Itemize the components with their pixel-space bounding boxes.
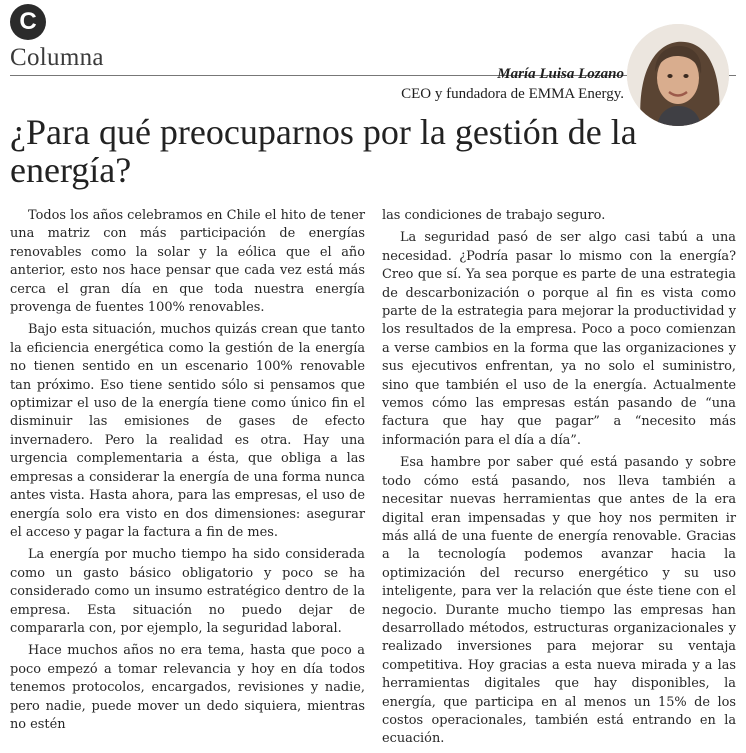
paragraph: La seguridad pasó de ser algo casi tabú a una necesidad. ¿Podría pasar lo mismo con la energía? Creo que sí. Ya sea porque es parte de una estrategia de descarbonización o porque al fin es vista como parte de la estrategia para mejorar la productividad y los resultados de la empresa. Poco a poco comienzan a verse cambios en la forma que las organizaciones y sus ejecutivos enfrentan, ya no solo el suministro, sino que también el uso de la energía. Actualmente vemos cómo las empresas están pasando de “una factura que hay que pagar” a “necesito más información para el día a día”. bbox=[382, 230, 736, 448]
section-label: Columna bbox=[10, 44, 104, 71]
article-column-2 bbox=[382, 207, 736, 753]
author-portrait-icon bbox=[627, 24, 729, 126]
paragraph: Esa hambre por saber qué está pasando y sobre todo cómo está pasando, nos lleva también a necesitar nuevas herramientas que antes de la era digital eran impensadas y que hoy nos permiten ir más allá de una fuente de energía renovable. Gracias a la tecnología podemos avanzar hacia la optimización del recurso energético y su uso inteligente, para ver la relación que éste tiene con el negocio. Durante mucho tiempo las empresas han desarrollado métodos, estructuras organizacionales y realizado inversiones para mejorar su ventaja competitiva. Hoy gracias a esta nueva mirada y a las herramientas digitales que hay disponibles, la energía, que participa en al menos un 15% de los costos operacionales, también está entrando en la ecuación. bbox=[382, 455, 736, 747]
article-column-1 bbox=[10, 207, 365, 738]
author-name: María Luisa Lozano bbox=[497, 66, 624, 82]
author-role: CEO y fundadora de EMMA Energy. bbox=[401, 86, 624, 102]
paragraph-continuation: las condiciones de trabajo seguro. bbox=[382, 208, 606, 223]
paragraph: Hace muchos años no era tema, hasta que poco a poco empezó a tomar relevancia y hoy en día todos tenemos protocolos, encargados, revisiones y nadie, pero nadie, puede mover un dedo siquiera, mientras no estén bbox=[10, 643, 365, 732]
author-byline bbox=[401, 64, 624, 104]
column-badge-icon: C bbox=[10, 4, 46, 40]
paragraph: Bajo esta situación, muchos quizás crean que tanto la eficiencia energética como la gestión de la energía no tienen sentido en un escenario 100% renovable tan próximo. Eso tiene sentido sólo si pensamos que optimizar el uso de la energía tiene como único fin el disminuir las emisiones de gases de efecto invernadero. Pero la realidad es otra. Hay una urgencia complementaria a ésta, que obliga a las empresas a considerar la energía de una forma nunca antes vista. Hasta ahora, para las empresas, el uso de energía solo era visto en dos dimensiones: asegurar el acceso y pagar la factura a fin de mes. bbox=[10, 322, 365, 540]
article-headline: ¿Para qué preocuparnos por la gestión de la energía? bbox=[10, 112, 637, 190]
author-photo bbox=[627, 24, 729, 126]
paragraph: Todos los años celebramos en Chile el hito de tener una matriz con más participación de energías renovables como la solar y la eólica que el año anterior, esto nos hace pensar que cada vez está más cerca el gran día en que toda nuestra energía provenga de fuentes 100% renovables. bbox=[10, 208, 365, 316]
paragraph: La energía por mucho tiempo ha sido considerada como un gasto básico obligatorio y poco se ha considerado como un insumo estratégico dentro de la empresa. Esta situación no puedo dejar de compararla con, por ejemplo, la seguridad laboral. bbox=[10, 547, 365, 636]
